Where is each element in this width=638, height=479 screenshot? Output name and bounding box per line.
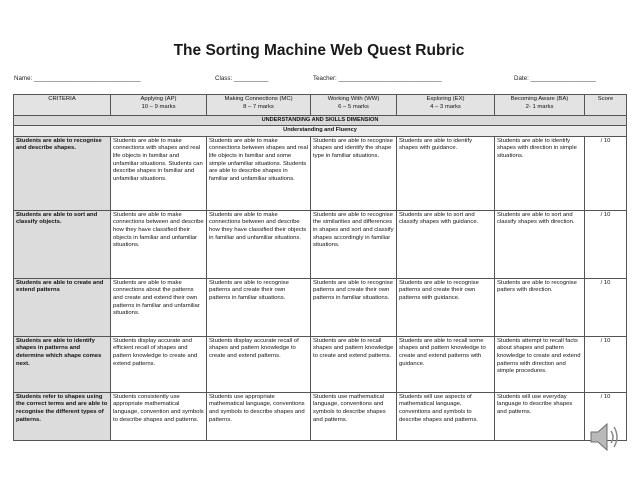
rubric-table — [13, 94, 627, 441]
descriptor-cell: Students are able to make connections about the patterns and create and extend their own patterns in familiar and unfamiliar situations. — [111, 278, 207, 336]
descriptor-cell: Students are able to recall shapes and pattern knowledge to create and extend patterns. — [311, 336, 397, 392]
descriptor-cell: Students are able to recognise patterns and create their own patterns with guidance. — [397, 278, 495, 336]
descriptor-cell: Students are able to make connections between shapes and real life objects in familiar and some simple unfamiliar situations. Students are able to describe shapes in familiar and unfamiliar situations. — [207, 136, 311, 210]
header-row — [14, 95, 627, 116]
date-field[interactable]: Date: ___________________ — [514, 75, 596, 82]
descriptor-cell: Students are able to recognise the similarities and differences in shapes and sort and classify shapes accordingly in familiar situations. — [311, 210, 397, 278]
teacher-field[interactable]: Teacher: ______________________________ — [313, 75, 442, 82]
descriptor-cell: Students are able to recognise patters with direction. — [495, 278, 585, 336]
descriptor-cell: Students will use everyday language to describe shapes and patterns. — [495, 392, 585, 440]
level-header-exploring: Exploring (EX) 4 – 3 marks — [397, 95, 495, 116]
class-field[interactable]: Class: __________ — [215, 75, 269, 82]
speaker-icon[interactable] — [588, 418, 620, 456]
table-row — [14, 210, 627, 278]
descriptor-cell: Students are able to identify shapes with direction in simple situations. — [495, 136, 585, 210]
descriptor-cell: Students are able to recognise shapes and identify the shape type in familiar situations. — [311, 136, 397, 210]
page-title: The Sorting Machine Web Quest Rubric — [173, 42, 465, 59]
score-cell[interactable]: / 10 — [585, 136, 627, 210]
level-header-applying: Applying (AP) 10 – 9 marks — [111, 95, 207, 116]
score-cell[interactable]: / 10 — [585, 278, 627, 336]
level-header-making-connections: Making Connections (MC) 8 – 7 marks — [207, 95, 311, 116]
table-row — [14, 392, 627, 440]
table-row — [14, 336, 627, 392]
criteria-cell: Students are able to sort and classify objects. — [14, 210, 111, 278]
level-header-becoming-aware: Becoming Aware (BA) 2- 1 marks — [495, 95, 585, 116]
descriptor-cell: Students attempt to recall facts about shapes and pattern knowledge to create and extend patterns with direction and simple procedures. — [495, 336, 585, 392]
descriptor-cell: Students are able to make connections between and describe how they have classified their objects in familiar and unfamiliar situations. — [111, 210, 207, 278]
descriptor-cell: Students are able to make connections between and describe how they have classified their objects in familiar and unfamiliar situations. — [207, 210, 311, 278]
descriptor-cell: Students use appropriate mathematical language, conventions and symbols to describe shapes and patterns. — [207, 392, 311, 440]
criteria-header: CRITERIA — [14, 95, 111, 116]
criteria-cell: Students are able to recognise and describe shapes. — [14, 136, 111, 210]
descriptor-cell: Students are able to sort and classify shapes with direction. — [495, 210, 585, 278]
name-field[interactable]: Name: _______________________________ — [14, 75, 141, 82]
criteria-cell: Students are able to create and extend patterns — [14, 278, 111, 336]
criteria-cell: Students refer to shapes using the correct terms and are able to recognise the different types of patterns. — [14, 392, 111, 440]
table-row — [14, 136, 627, 210]
descriptor-cell: Students display accurate and efficient recall of shapes and pattern knowledge to create and extend patterns. — [111, 336, 207, 392]
descriptor-cell: Students consistently use appropriate mathematical language, convention and symbols to describe shapes and patterns. — [111, 392, 207, 440]
descriptor-cell: Students are able to identify shapes with guidance. — [397, 136, 495, 210]
score-cell[interactable]: / 10 — [585, 392, 627, 440]
subdimension-label: Understanding and Fluency — [14, 126, 627, 136]
descriptor-cell: Students are able to recognise patterns and create their own patterns in familiar situations. — [311, 278, 397, 336]
score-header: Score — [585, 95, 627, 116]
descriptor-cell: Students are able to recognise patterns and create their own patterns in familiar situations. — [207, 278, 311, 336]
descriptor-cell: Students use mathematical language, conventions and symbols to describe shapes and patterns. — [311, 392, 397, 440]
score-cell[interactable]: / 10 — [585, 336, 627, 392]
descriptor-cell: Students display accurate recall of shapes and pattern knowledge to create and extend patterns. — [207, 336, 311, 392]
score-cell[interactable]: / 10 — [585, 210, 627, 278]
descriptor-cell: Students will use aspects of mathematical language, conventions and symbols to describe shapes and patterns. — [397, 392, 495, 440]
descriptor-cell: Students are able to recall some shapes and pattern knowledge to create and extend patterns with guidance. — [397, 336, 495, 392]
descriptor-cell: Students are able to make connections with shapes and real life objects in familiar and unfamiliar situations. Students can describe shapes in familiar and unfamiliar situations. — [111, 136, 207, 210]
dimension-label: UNDERSTANDING AND SKILLS DIMENSION — [14, 116, 627, 126]
descriptor-cell: Students are able to sort and classify shapes with guidance. — [397, 210, 495, 278]
table-row — [14, 278, 627, 336]
criteria-cell: Students are able to identify shapes in patterns and determine which shape comes next. — [14, 336, 111, 392]
level-header-working-with: Working With (WW) 6 – 5 marks — [311, 95, 397, 116]
